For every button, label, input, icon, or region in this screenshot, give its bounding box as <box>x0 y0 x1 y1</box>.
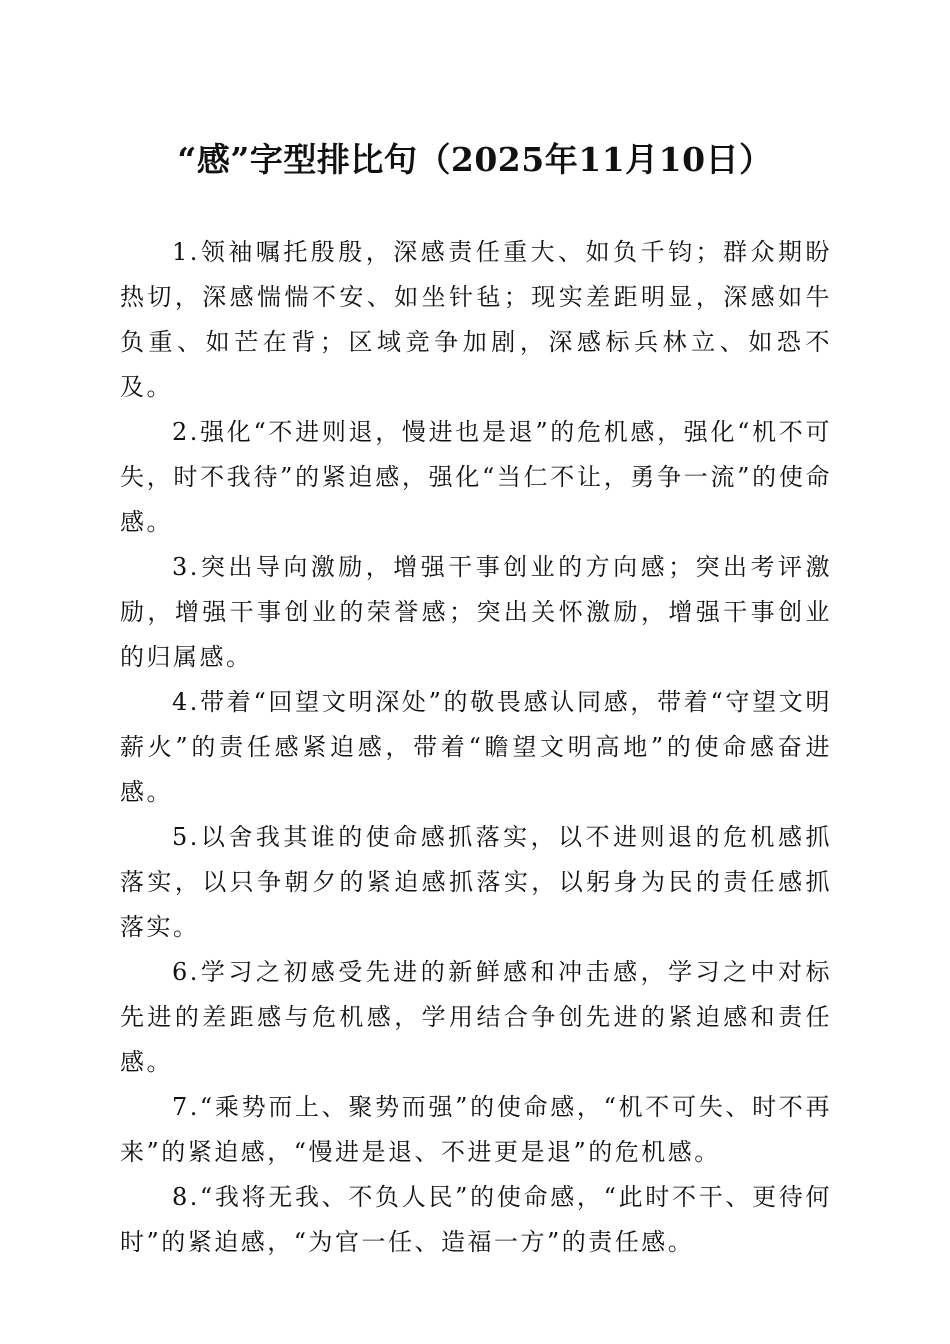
document-body <box>120 230 832 1265</box>
paragraph-6: 6.学习之初感受先进的新鲜感和冲击感，学习之中对标先进的差距感与危机感，学用结合争创先进的紧迫感和责任感。 <box>120 958 832 1076</box>
document-title: “感”字型排比句（2025年11月10日） <box>177 140 773 179</box>
paragraph-1: 1.领袖嘱托殷殷，深感责任重大、如负千钧；群众期盼热切，深感惴惴不安、如坐针毡；现实差距明显，深感如牛负重、如芒在背；区域竞争加剧，深感标兵林立、如恐不及。 <box>120 238 832 401</box>
paragraph-2: 2.强化“不进则退，慢进也是退”的危机感，强化“机不可失，时不我待”的紧迫感，强化“当仁不让，勇争一流”的使命感。 <box>120 418 832 536</box>
paragraph-7: 7.“乘势而上、聚势而强”的使命感，“机不可失、时不再来”的紧迫感，“慢进是退、不进更是退”的危机感。 <box>120 1093 832 1166</box>
paragraph-8: 8.“我将无我、不负人民”的使命感，“此时不干、更待何时”的紧迫感，“为官一任、造福一方”的责任感。 <box>120 1183 832 1256</box>
paragraph-3: 3.突出导向激励，增强干事创业的方向感；突出考评激励，增强干事创业的荣誉感；突出关怀激励，增强干事创业的归属感。 <box>120 553 832 671</box>
paragraph-5: 5.以舍我其谁的使命感抓落实，以不进则退的危机感抓落实，以只争朝夕的紧迫感抓落实，以躬身为民的责任感抓落实。 <box>120 823 832 941</box>
paragraph-4: 4.带着“回望文明深处”的敬畏感认同感，带着“守望文明薪火”的责任感紧迫感，带着“瞻望文明高地”的使命感奋进感。 <box>120 688 832 806</box>
